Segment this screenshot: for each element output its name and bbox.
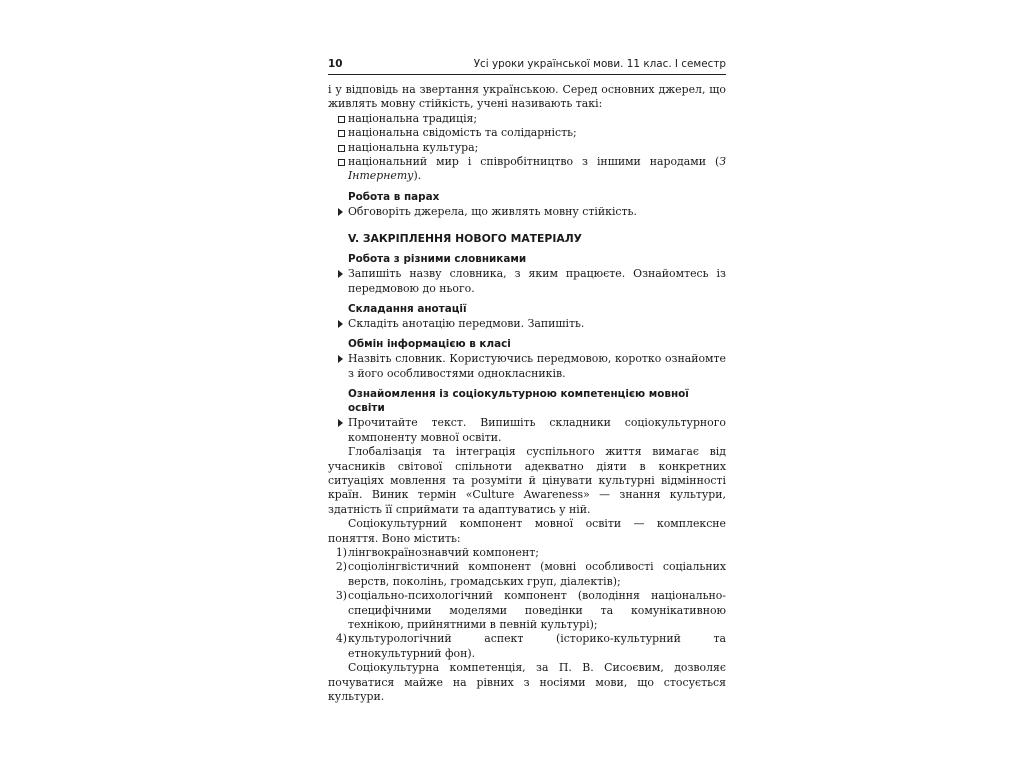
list-item-closing: ). — [413, 169, 422, 183]
item-text: соціально-психологічний компонент (володіння національно-специфічними моделями поведінки та комунікативною технікою, прийнятними в певній культурі); — [348, 589, 726, 631]
task-text: Складіть анотацію передмови. Запишіть. — [348, 317, 585, 331]
source-citation: З Інтернету — [348, 155, 726, 183]
item-number: 1) — [335, 545, 347, 559]
numbered-item — [328, 560, 726, 589]
arrow-bullet-icon — [338, 320, 343, 328]
competence-heading: Ознайомлення із соціокультурною компетенцією мовної освіти — [348, 388, 689, 415]
info-exchange-tasks — [328, 352, 726, 381]
task-text: Назвіть словник. Користуючись передмовою, коротко ознайомте з його особливостями однокласників. — [348, 352, 726, 380]
dictionaries-heading: Робота з різними словниками — [348, 253, 527, 266]
task-text: Запишіть назву словника, з яким працюєте. Ознайомтесь із передмовою до нього. — [348, 267, 726, 295]
task-item — [328, 352, 726, 381]
item-number: 4) — [335, 632, 347, 646]
task-text: Обговоріть джерела, що живлять мовну стійкість. — [348, 204, 637, 218]
list-item-text: національна свідомість та солідарність; — [348, 126, 577, 140]
list-item-text: національна традиція; — [348, 111, 478, 125]
square-bullet-icon — [338, 116, 345, 123]
textbook-page — [328, 58, 726, 704]
pair-work-tasks — [328, 205, 726, 219]
list-item-text: національний мир і співробітництво з іншими народами ( — [348, 155, 720, 169]
list-item — [328, 126, 726, 140]
numbered-item — [328, 546, 726, 560]
item-number: 2) — [335, 560, 347, 574]
item-text: соціолінгвістичний компонент (мовні особливості соціальних верств, поколінь, громадських груп, діалектів); — [348, 560, 726, 588]
square-bullet-icon — [338, 159, 345, 166]
item-text: лінгвокраїнознавчий компонент; — [348, 545, 539, 559]
list-item-text: національна культура; — [348, 140, 479, 154]
reading-paragraph: Соціокультурний компонент мовної освіти — комплексне поняття. Воно містить: — [328, 517, 726, 545]
sources-list — [328, 112, 726, 184]
task-item — [328, 267, 726, 296]
running-title: Усі уроки української мови. 11 клас. І семестр — [473, 58, 726, 70]
reading-paragraph: Соціокультурна компетенція, за П. В. Сисоєвим, дозволяє почуватися майже на рівних з носіями мови, що стосується культури. — [328, 661, 726, 703]
info-exchange-heading: Обмін інформацією в класі — [348, 338, 511, 351]
square-bullet-icon — [338, 145, 345, 152]
arrow-bullet-icon — [338, 419, 343, 427]
numbered-item — [328, 589, 726, 632]
competence-tasks — [328, 416, 726, 445]
task-item — [328, 317, 726, 331]
dictionaries-tasks — [328, 267, 726, 296]
arrow-bullet-icon — [338, 355, 343, 363]
intro-paragraph: і у відповідь на звертання українською. Серед основних джерел, що живлять мовну стійкість, учені називають такі: — [328, 83, 726, 111]
numbered-item — [328, 632, 726, 661]
list-item — [328, 112, 726, 126]
list-item — [328, 155, 726, 184]
reading-paragraph: Глобалізація та інтеграція суспільного життя вимагає від учасників світової спільноти адекватно діяти в конкретних ситуаціях мовлення та розуміти й цінувати культурні відмінності країн. Виник термін «Culture Awareness» — знання культури, здатність її сприймати та адаптуватись у ній. — [328, 445, 726, 516]
item-number: 3) — [335, 589, 347, 603]
section-heading: V. ЗАКРІПЛЕННЯ НОВОГО МАТЕРІАЛУ — [348, 232, 582, 246]
pair-work-heading: Робота в парах — [348, 190, 440, 203]
components-list — [328, 546, 726, 661]
running-header — [328, 58, 726, 75]
task-item — [328, 205, 726, 219]
item-text: культурологічний аспект (історико-культурний та етнокультурний фон). — [348, 632, 726, 660]
task-item — [328, 416, 726, 445]
square-bullet-icon — [338, 130, 345, 137]
arrow-bullet-icon — [338, 270, 343, 278]
page-number: 10 — [328, 58, 343, 70]
annotation-heading: Складання анотації — [348, 303, 467, 316]
arrow-bullet-icon — [338, 208, 343, 216]
task-text: Прочитайте текст. Випишіть складники соціокультурного компоненту мовної освіти. — [348, 416, 726, 444]
annotation-tasks — [328, 317, 726, 331]
list-item — [328, 141, 726, 155]
